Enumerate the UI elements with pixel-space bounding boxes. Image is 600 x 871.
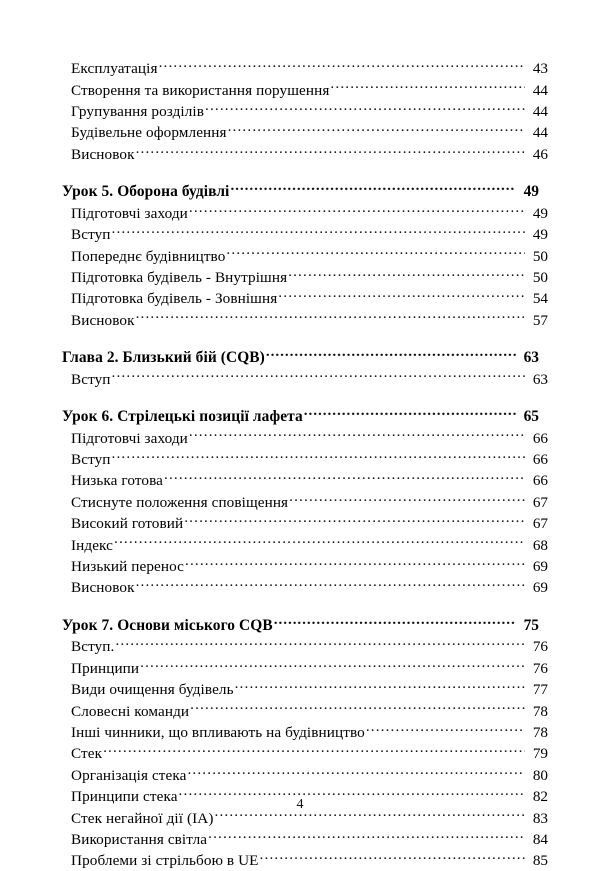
toc-dot-leader [115,636,525,651]
toc-dot-leader [266,347,516,362]
toc-entry-page-number: 63 [523,349,539,367]
toc-dot-leader [330,79,525,94]
toc-entry-title: Стиснуте положення сповіщення [71,493,289,511]
toc-entry-row[interactable] [71,368,548,389]
toc-dot-leader [274,615,516,630]
toc-entry-page-number: 78 [532,723,548,741]
toc-entry-page-number: 43 [532,60,548,78]
toc-entry-title: Урок 7. Основи міського CQB [62,616,273,634]
toc-entry-page-number: 80 [532,766,548,784]
toc-entry-page-number: 50 [532,247,548,265]
toc-entry-row[interactable] [71,850,548,871]
toc-entry-row[interactable] [71,310,548,331]
toc-entry-row[interactable] [71,700,548,721]
toc-entry-row[interactable] [71,144,548,165]
toc-entry-title: Види очищення будівель [71,681,234,699]
toc-entry-page-number: 84 [532,830,548,848]
toc-entry-page-number: 69 [532,579,548,597]
toc-dot-leader [103,743,525,758]
toc-entry-page-number: 49 [523,183,539,201]
toc-dot-leader [187,765,525,780]
toc-entry-row[interactable] [71,58,548,79]
toc-entry-title: Попереднє будівництво [71,247,226,265]
toc-entry-title: Висновок [71,311,135,329]
toc-entry-title: Підготовка будівель - Внутрішня [71,268,288,286]
toc-dot-leader [366,722,525,737]
toc-entry-row[interactable] [71,556,548,577]
toc-entry-title: Індекс [71,536,113,554]
toc-entry-row[interactable] [71,122,548,143]
toc-entry-row[interactable] [71,79,548,100]
toc-entry-title: Створення та використання порушення [71,81,330,99]
toc-entry-title: Інші чинники, що впливають на будівництво [71,723,365,741]
toc-dot-leader [136,310,525,325]
toc-dot-leader [235,679,525,694]
toc-entry-row[interactable] [71,245,548,266]
toc-entry-page-number: 54 [532,290,548,308]
toc-entry-title: Вступ. [71,638,115,656]
toc-entry-page-number: 66 [532,451,548,469]
toc-entry-title: Глава 2. Близький бій (CQB) [62,349,265,367]
toc-entry-page-number: 66 [532,472,548,490]
toc-entry-row[interactable] [71,577,548,598]
toc-dot-leader [208,829,525,844]
toc-entry-title: Підготовчі заходи [71,204,188,222]
toc-entry-page-number: 78 [532,702,548,720]
toc-entry-title: Експлуатація [71,60,158,78]
toc-heading-row[interactable] [62,181,539,203]
toc-entry-title: Підготовка будівель - Зовнішня [71,290,278,308]
toc-entry-title: Вступ [71,226,111,244]
toc-dot-leader [136,144,525,159]
toc-entry-title: Висновок [71,579,135,597]
toc-dot-leader [278,288,525,303]
toc-entry-page-number: 63 [532,370,548,388]
toc-dot-leader [228,122,525,137]
toc-entry-row[interactable] [71,829,548,850]
toc-entry-title: Вступ [71,451,111,469]
toc-entry-title: Урок 6. Стрілецькі позиції лафета [62,408,303,426]
toc-entry-page-number: 67 [532,493,548,511]
toc-entry-row[interactable] [71,658,548,679]
toc-entry-row[interactable] [71,765,548,786]
toc-entry-row[interactable] [71,449,548,470]
toc-entry-title: Проблеми зі стрільбою в UE [71,852,259,870]
toc-dot-leader [189,427,525,442]
toc-entry-page-number: 44 [532,124,548,142]
toc-dot-leader [189,203,525,218]
toc-entry-row[interactable] [71,101,548,122]
toc-entry-row[interactable] [71,534,548,555]
toc-entry-page-number: 82 [532,788,548,806]
toc-entry-page-number: 68 [532,536,548,554]
toc-entry-title: Низький перенос [71,558,184,575]
toc-entry-row[interactable] [71,636,548,657]
toc-dot-leader [112,449,525,464]
table-of-contents-list [62,58,548,871]
toc-entry-page-number: 57 [532,311,548,329]
toc-dot-leader [184,513,525,528]
toc-dot-leader [205,101,525,116]
toc-entry-title: Стек негайної дії (IA) [71,809,214,827]
toc-entry-page-number: 49 [532,204,548,222]
toc-dot-leader [260,850,525,865]
toc-entry-row[interactable] [71,722,548,743]
toc-entry-page-number: 76 [532,659,548,677]
toc-entry-page-number: 44 [532,81,548,99]
toc-entry-title: Урок 5. Оборона будівлі [62,183,230,201]
toc-entry-page-number: 44 [532,102,548,120]
toc-entry-row[interactable] [71,513,548,534]
toc-entry-title: Будівельне оформлення [71,124,227,142]
toc-entry-page-number: 83 [532,809,548,827]
toc-entry-row[interactable] [71,288,548,309]
page-folio-number: 4 [296,797,304,812]
toc-entry-page-number: 77 [532,681,548,699]
toc-entry-title: Принципи [71,659,140,677]
toc-entry-title: Використання світла [71,830,208,848]
toc-entry-page-number: 85 [532,852,548,870]
toc-entry-page-number: 50 [532,268,548,286]
toc-entry-page-number: 46 [532,145,548,163]
toc-entry-page-number: 65 [523,408,539,426]
toc-dot-leader [114,534,525,549]
toc-entry-page-number: 69 [532,558,548,575]
toc-entry-title: Принципи стека [71,788,178,806]
toc-dot-leader [288,267,525,282]
toc-entry-title: Високий готовий [71,515,184,533]
toc-entry-title: Підготовчі заходи [71,429,188,447]
toc-entry-row[interactable] [71,267,548,288]
toc-entry-row[interactable] [71,203,548,224]
toc-dot-leader [140,658,525,673]
toc-heading-row[interactable] [62,347,539,369]
toc-entry-row[interactable] [71,679,548,700]
toc-dot-leader [230,181,516,196]
toc-entry-row[interactable] [71,224,548,245]
toc-entry-row[interactable] [71,492,548,513]
toc-heading-row[interactable] [62,406,539,428]
toc-dot-leader [159,58,525,73]
toc-dot-leader [289,492,525,507]
toc-entry-row[interactable] [71,743,548,764]
toc-entry-title: Організація стека [71,766,187,784]
toc-entry-page-number: 49 [532,226,548,244]
toc-entry-title: Групування розділів [71,102,205,120]
toc-entry-row[interactable] [71,427,548,448]
toc-dot-leader [185,556,525,571]
toc-entry-title: Висновок [71,145,135,163]
toc-dot-leader [136,577,525,592]
toc-heading-row[interactable] [62,615,539,637]
toc-entry-title: Низька готова [71,472,163,490]
toc-entry-title: Словесні команди [71,702,190,720]
toc-entry-row[interactable] [71,470,548,491]
toc-entry-page-number: 67 [532,515,548,533]
toc-entry-page-number: 75 [523,616,539,634]
toc-dot-leader [112,224,525,239]
toc-dot-leader [112,368,525,383]
toc-entry-page-number: 76 [532,638,548,656]
toc-entry-title: Вступ [71,370,111,388]
toc-entry-page-number: 66 [532,429,548,447]
toc-entry-title: Стек [71,745,103,763]
toc-dot-leader [164,470,525,485]
toc-dot-leader [190,700,525,715]
toc-entry-page-number: 79 [532,745,548,763]
toc-dot-leader [304,406,516,421]
toc-dot-leader [226,245,525,260]
